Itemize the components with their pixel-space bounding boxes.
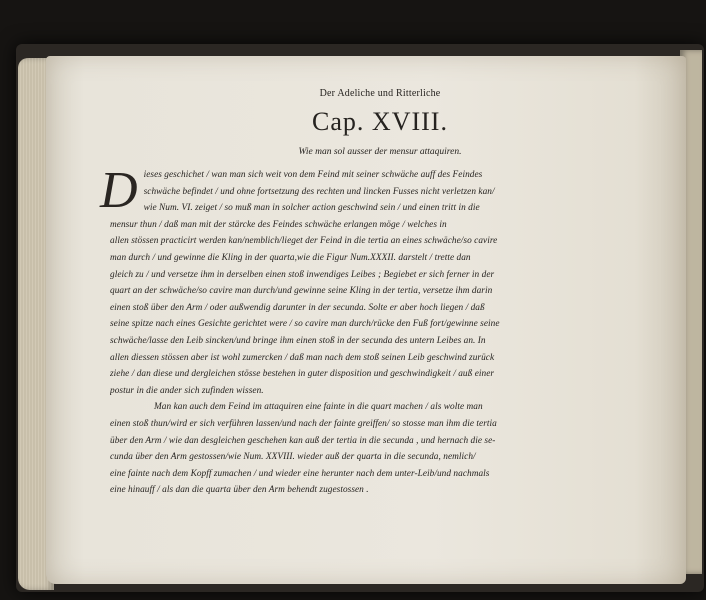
text-line: ziehe / dan diese und dergleichen stösse bestehen in guter disposition und geschwindigkeit / auß einer [110, 369, 495, 380]
text-line: ieses geschichet / wan man sich weit von dem Feind mit seiner schwäche auff des Feindes [143, 170, 483, 180]
page-content [100, 88, 650, 499]
text-line: quart an der schwäche/so cavire man durch/und gewinne seine Kling in der tertia, versetze ihm darin [110, 286, 493, 297]
text-line: gleich zu / und versetze ihm in derselben einen stoß inwendiges Leibes ; Begiebet er sich ferner in der [110, 269, 495, 280]
chapter-title: Cap. XVIII. [312, 107, 448, 136]
text-line: postur in die ander sich zufinden wissen. [110, 385, 264, 396]
text-line: cunda über den Arm gestossen/wie Num. XXVIII. wieder auß der quarta in die secunda, nemlich/ [110, 452, 476, 463]
text-line: seine spitze nach eines Gesichte gerichtet were / so cavire man durch/rücke den Fuß fort/gewinne seine [110, 319, 500, 330]
text-line: allen diessen stössen aber ist wohl zumercken / daß man nach dem stoß seinen Leib geschwind zurück [110, 352, 495, 363]
drop-cap-initial: D [100, 162, 138, 219]
text-line: wie Num. VI. zeiget / so muß man in solcher action geschwind sein / und einen tritt in die [143, 203, 480, 214]
text-line: eine fainte nach dem Kopff zumachen / und wieder eine herunter nach dem unter-Leib/und nachmals [110, 468, 490, 479]
body-text [100, 162, 650, 499]
text-line: allen stössen practicirt werden kan/nemblich/lieget der Feind in die tertia an eines schwäche/so cavire [110, 236, 498, 247]
text-line: eine hinauff / als dan die quarta über den Arm behendt zugestossen . [110, 485, 369, 496]
text-line: mensur thun / daß man mit der stärcke des Feindes schwäche erlangen möge / welches in [110, 219, 447, 230]
text-line: schwäche/lasse den Leib sincken/und bringe ihm einen stoß in der secunda des untern Leibes an. In [110, 335, 486, 346]
chapter-subtitle: Wie man sol ausser der mensur attaquiren. [298, 147, 462, 157]
text-line: schwäche befindet / und ohne fortsetzung des rechten und lincken Fusses nicht verletzen kan/ [143, 186, 495, 197]
running-head: Der Adeliche und Ritterliche [319, 88, 441, 99]
text-line: einen stoß über den Arm / oder außwendig darunter in der secunda. Solte er aber hoch liegen / daß [110, 302, 485, 313]
text-line: über den Arm / wie dan desgleichen geschehen kan auß der tertia in die secunda , und hernach die se- [110, 435, 496, 446]
text-line: man durch / und gewinne die Kling in der quarta,wie die Figur Num.XXXII. darstelt / trette dan [110, 252, 471, 263]
paragraph-start-line: Man kan auch dem Feind im attaquiren eine fainte in die quart machen / als wolte man [154, 402, 483, 413]
text-line: einen stoß thun/wird er sich verführen lassen/und nach der fainte greiffen/ so stosse man ihm die tertia [110, 418, 497, 429]
